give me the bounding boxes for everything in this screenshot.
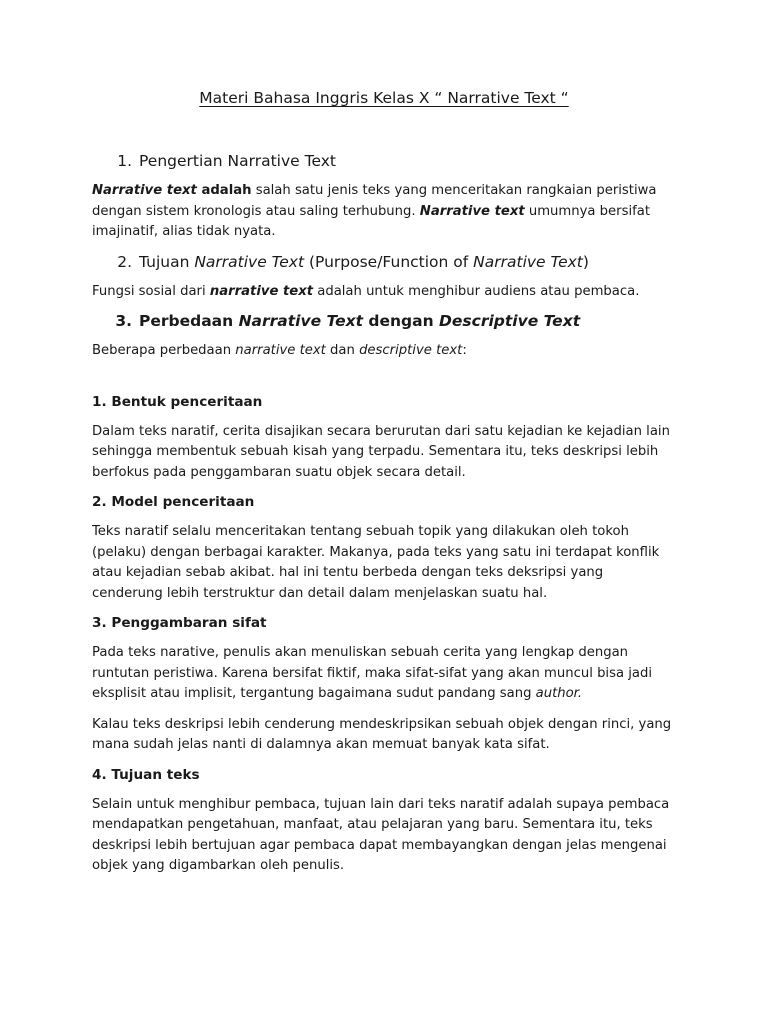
section-3-title-mid: dengan [363,312,440,330]
section-1-text-a: salah satu jenis teks yang menceritakan rangkaian peristiwa dengan sistem kronologis atau saling terhubung. [92,183,657,219]
section-2-paragraph [92,282,676,303]
intro-text-b: dan [325,343,360,358]
section-1-heading [92,150,676,172]
section-2-term: narrative text [209,283,314,299]
subsection-3-paragraph-2: Kalau teks deskripsi lebih cenderung mendeskripsikan sebuah objek dengan rinci, yang mana sudah jelas nanti di dalamnya akan memuat banyak kata sifat. [92,716,672,752]
subsection-1-paragraph: Dalam teks naratif, cerita disajikan secara berurutan dari satu kejadian ke kejadian lain sehingga membentuk sebuah kisah yang terpadu. Sementara itu, teks deskripsi lebih berfokus pada penggambaran suatu objek secara detail. [92,423,670,480]
subsection-4-heading: 4. Tujuan teks [92,766,200,783]
section-1-paragraph [92,181,676,243]
section-2-title-post: ) [582,252,589,271]
document-title: Materi Bahasa Inggris Kelas X “ Narrative Text “ [199,89,569,107]
section-2-number: 2. [117,252,132,271]
intro-text-a: Beberapa perbedaan [92,343,236,358]
section-2-title-mid: (Purpose/Function of [304,252,474,271]
section-2-title [139,251,589,273]
subsection-2-heading: 2. Model penceritaan [92,494,255,510]
section-3-intro [92,341,676,362]
section-3-title [139,310,580,332]
section-3-title-pre: Perbedaan [139,312,239,330]
subsection-3-text: Pada teks narative, penulis akan menuliskan sebuah cerita yang lengkap dengan runtutan peristiwa. Karena bersifat fiktif, maka sifat-sifat yang akan muncul bisa jadi eksplisit atau implisit, tergantung bagaimana sudut pandang sang [92,645,653,701]
section-2-title-pre: Tujuan [139,252,195,271]
subsection-2-paragraph: Teks naratif selalu menceritakan tentang sebuah topik yang dilakukan oleh tokoh (pelaku) dengan berbagai karakter. Makanya, pada teks yang satu ini terdapat konflik atau kejadian sebab akibat. hal ini tentu berbeda dengan teks deksripsi yang cenderung lebih terstruktur dan detail dalam menjelaskan suatu hal. [92,524,660,601]
section-2-text-a: Fungsi sosial dari [92,283,210,299]
section-1-number: 1. [117,152,132,170]
section-3-title-term-2: Descriptive Text [439,312,581,330]
section-2-text-b: adalah untuk menghibur audiens atau pembaca. [313,283,640,299]
section-2-title-term-2: Narrative Text [473,252,583,271]
section-1-term: Narrative text [419,203,525,219]
subsection-1-heading: 1. Bentuk penceritaan [92,393,263,410]
subsection-3-paragraph-1 [92,643,676,705]
section-1-text-b: umumnya bersifat imajinatif, alias tidak nyata. [92,203,651,239]
section-1-lead-verb: adalah [196,183,252,198]
subsection-4-paragraph: Selain untuk menghibur pembaca, tujuan lain dari teks naratif adalah supaya pembaca mendapatkan pengetahuan, manfaat, atau pelajaran yang baru. Sementara itu, teks deskripsi lebih bertujuan agar pembaca dapat membayangkan dengan jelas mengenai objek yang digambarkan oleh penulis. [92,796,670,873]
section-1-title: Pengertian Narrative Text [139,152,336,170]
subsection-3-heading: 3. Penggambaran sifat [92,615,267,631]
section-1-lead-term: Narrative text [92,183,197,198]
intro-text-c: : [462,343,467,358]
section-2-title-term-1: Narrative Text [194,252,305,271]
section-2-heading [92,251,676,273]
subsection-3-author-term: author. [535,686,583,701]
section-3-title-term-1: Narrative Text [238,312,363,330]
intro-term-1: narrative text [235,343,326,358]
intro-term-2: descriptive text [359,343,463,358]
section-3-heading [92,310,676,332]
section-3-number: 3. [115,312,132,330]
